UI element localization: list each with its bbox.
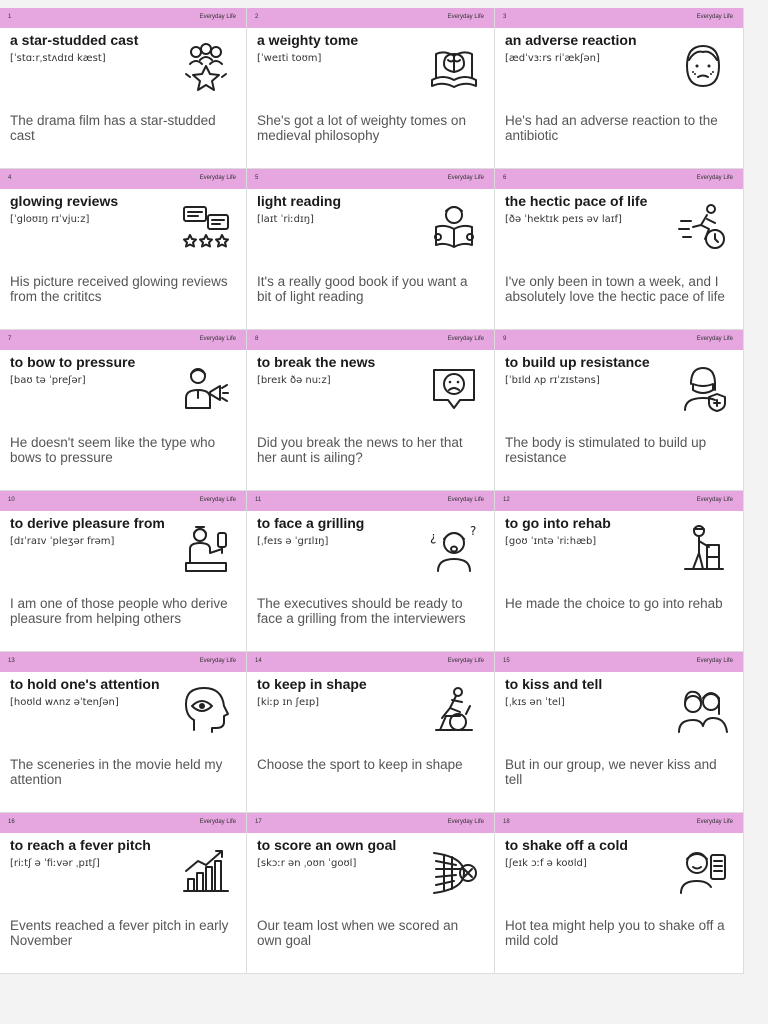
phonetic-transcription: [goʊ ˈɪntə ˈriːhæb] [505, 536, 597, 547]
card-number: 12 [503, 497, 510, 503]
card-category: Everyday Life [447, 819, 484, 825]
flashcard [0, 169, 247, 330]
example-sentence: I am one of those people who derive pleasure from helping others [10, 596, 228, 626]
category-band [247, 491, 494, 511]
sad-speech-bubble-icon [428, 362, 480, 414]
flashcard [0, 8, 247, 169]
card-number: 9 [503, 336, 507, 342]
category-band [247, 8, 494, 28]
card-number: 7 [8, 336, 12, 342]
flashcard [495, 491, 744, 652]
walker-rehab-icon [677, 523, 729, 575]
example-sentence: The executives should be ready to face a grilling from the interviewers [257, 596, 466, 626]
book-brain-icon [428, 40, 480, 92]
rash-face-icon [677, 40, 729, 92]
example-sentence: The body is stimulated to build up resistance [505, 435, 707, 465]
phonetic-transcription: [ˈbɪld ʌp rɪˈzɪstəns] [505, 375, 600, 386]
category-band [0, 813, 246, 833]
category-band [495, 813, 743, 833]
megaphone-man-icon [180, 362, 232, 414]
card-number: 4 [8, 175, 12, 181]
card-number: 2 [255, 14, 259, 20]
card-category: Everyday Life [696, 658, 733, 664]
card-number: 6 [503, 175, 507, 181]
questioned-person-icon [428, 523, 480, 575]
phonetic-transcription: [laɪt ˈriːdɪŋ] [257, 214, 314, 225]
card-category: Everyday Life [199, 819, 236, 825]
card-category: Everyday Life [447, 14, 484, 20]
helper-nurse-icon [180, 523, 232, 575]
card-category: Everyday Life [199, 658, 236, 664]
phrase-title: a weighty tome [257, 32, 359, 48]
card-category: Everyday Life [447, 175, 484, 181]
phrase-title: to shake off a cold [505, 837, 628, 853]
card-number: 18 [503, 819, 510, 825]
phonetic-transcription: [breɪk ðə nuːz] [257, 375, 331, 386]
whispering-women-icon [677, 684, 729, 736]
example-sentence: Choose the sport to keep in shape [257, 757, 463, 772]
flashcard [0, 813, 247, 974]
example-sentence: Our team lost when we scored an own goal [257, 918, 459, 948]
phonetic-transcription: [ðə ˈhektɪk peɪs əv laɪf] [505, 214, 622, 225]
phonetic-transcription: [ʃeɪk ɔːf ə koʊld] [505, 858, 587, 869]
card-category: Everyday Life [199, 175, 236, 181]
category-band [495, 491, 743, 511]
example-sentence: It's a really good book if you want a bit of light reading [257, 274, 468, 304]
phrase-title: to score an own goal [257, 837, 397, 853]
phonetic-transcription: [skɔːr ən ˌoʊn ˈgoʊl] [257, 858, 357, 869]
flashcard [247, 8, 495, 169]
flashcard [0, 330, 247, 491]
category-band [0, 8, 246, 28]
flashcard [495, 8, 744, 169]
category-band [247, 813, 494, 833]
flashcard [495, 652, 744, 813]
review-stars-icon [180, 201, 232, 253]
phrase-title: an adverse reaction [505, 32, 637, 48]
phrase-title: to build up resistance [505, 354, 650, 370]
example-sentence: He made the choice to go into rehab [505, 596, 723, 611]
phrase-title: glowing reviews [10, 193, 119, 209]
phonetic-transcription: [hoʊld wʌnz əˈtenʃən] [10, 697, 119, 708]
phrase-title: to go into rehab [505, 515, 611, 531]
example-sentence: His picture received glowing reviews from the crititcs [10, 274, 228, 304]
flashcard [247, 491, 495, 652]
phrase-title: to kiss and tell [505, 676, 603, 692]
card-number: 3 [503, 14, 507, 20]
example-sentence: Events reached a fever pitch in early November [10, 918, 229, 948]
card-number: 5 [255, 175, 259, 181]
card-number: 15 [503, 658, 510, 664]
flashcard [247, 652, 495, 813]
example-sentence: I've only been in town a week, and I absolutely love the hectic pace of life [505, 274, 725, 304]
card-category: Everyday Life [199, 14, 236, 20]
flashcard [247, 330, 495, 491]
star-cast-icon [180, 40, 232, 92]
phonetic-transcription: [riːtʃ ə ˈfiːvər ˌpɪtʃ] [10, 858, 100, 869]
category-band [495, 330, 743, 350]
card-category: Everyday Life [696, 336, 733, 342]
card-number: 14 [255, 658, 262, 664]
phrase-title: to reach a fever pitch [10, 837, 151, 853]
mask-shield-icon [677, 362, 729, 414]
category-band [495, 169, 743, 189]
flashcard-sheet [0, 8, 744, 974]
flashcard [0, 491, 247, 652]
example-sentence: Hot tea might help you to shake off a mild cold [505, 918, 725, 948]
card-category: Everyday Life [696, 14, 733, 20]
card-category: Everyday Life [696, 819, 733, 825]
phrase-title: to break the news [257, 354, 376, 370]
svg-text:?: ? [470, 524, 477, 538]
phrase-title: to face a grilling [257, 515, 365, 531]
example-sentence: She's got a lot of weighty tomes on medieval philosophy [257, 113, 466, 143]
card-category: Everyday Life [447, 658, 484, 664]
card-number: 8 [255, 336, 259, 342]
card-category: Everyday Life [199, 497, 236, 503]
card-number: 11 [255, 497, 262, 503]
card-category: Everyday Life [696, 175, 733, 181]
category-band [0, 652, 246, 672]
exercise-bike-icon [428, 684, 480, 736]
rising-chart-icon [180, 845, 232, 897]
reading-boy-icon [428, 201, 480, 253]
card-category: Everyday Life [696, 497, 733, 503]
phonetic-transcription: [ˌkɪs ən ˈtel] [505, 697, 565, 708]
example-sentence: The sceneries in the movie held my attention [10, 757, 223, 787]
card-number: 1 [8, 14, 12, 20]
phonetic-transcription: [baʊ tə ˈpreʃər] [10, 375, 86, 386]
example-sentence: But in our group, we never kiss and tell [505, 757, 717, 787]
sick-man-icon [677, 845, 729, 897]
card-number: 16 [8, 819, 15, 825]
phonetic-transcription: [ˌfeɪs ə ˈgrɪlɪŋ] [257, 536, 329, 547]
category-band [247, 652, 494, 672]
flashcard [495, 330, 744, 491]
card-category: Everyday Life [447, 336, 484, 342]
category-band [0, 169, 246, 189]
phonetic-transcription: [ˈstɑːrˌstʌdɪd kæst] [10, 53, 106, 64]
flashcard [0, 652, 247, 813]
flashcard [247, 813, 495, 974]
card-number: 13 [8, 658, 15, 664]
phonetic-transcription: [ˈweɪti toʊm] [257, 53, 322, 64]
example-sentence: He's had an adverse reaction to the antibiotic [505, 113, 718, 143]
card-category: Everyday Life [199, 336, 236, 342]
phrase-title: a star-studded cast [10, 32, 139, 48]
category-band [247, 330, 494, 350]
flashcard [495, 169, 744, 330]
flashcard [247, 169, 495, 330]
example-sentence: He doesn't seem like the type who bows to pressure [10, 435, 216, 465]
phrase-title: to keep in shape [257, 676, 367, 692]
phrase-title: to bow to pressure [10, 354, 136, 370]
card-category: Everyday Life [447, 497, 484, 503]
flashcard [495, 813, 744, 974]
svg-text:¿: ¿ [430, 530, 437, 544]
phonetic-transcription: [ˈgloʊɪŋ rɪˈvjuːz] [10, 214, 90, 225]
eye-head-icon [180, 684, 232, 736]
phonetic-transcription: [kiːp ɪn ʃeɪp] [257, 697, 320, 708]
example-sentence: The drama film has a star-studded cast [10, 113, 216, 143]
card-number: 10 [8, 497, 15, 503]
category-band [495, 8, 743, 28]
category-band [247, 169, 494, 189]
category-band [0, 330, 246, 350]
goal-net-ball-icon [428, 845, 480, 897]
phonetic-transcription: [dɪˈraɪv ˈpleʒər frəm] [10, 536, 115, 547]
phrase-title: to derive pleasure from [10, 515, 165, 531]
example-sentence: Did you break the news to her that her aunt is ailing? [257, 435, 463, 465]
phrase-title: the hectic pace of life [505, 193, 648, 209]
card-number: 17 [255, 819, 262, 825]
phrase-title: to hold one's attention [10, 676, 160, 692]
running-clock-icon [677, 201, 729, 253]
category-band [495, 652, 743, 672]
phrase-title: light reading [257, 193, 341, 209]
category-band [0, 491, 246, 511]
phonetic-transcription: [ædˈvɜːrs riˈækʃən] [505, 53, 600, 64]
